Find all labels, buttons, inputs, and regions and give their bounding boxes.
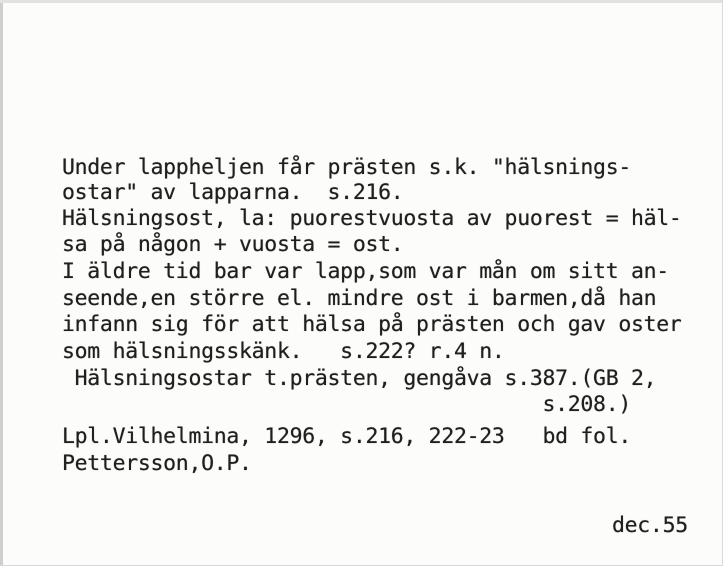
card-date: dec.55 bbox=[612, 513, 688, 538]
card-line-12: Pettersson,O.P. bbox=[62, 451, 252, 476]
card-line-6: seende,en större el. mindre ost i barmen,då han bbox=[62, 286, 657, 311]
card-line-2: ostar" av lapparna. s.216. bbox=[62, 180, 404, 205]
card-line-9: Hälsningsostar t.prästen, gengåva s.387.(GB 2, bbox=[62, 366, 657, 391]
card-line-8: som hälsningsskänk. s.222? r.4 n. bbox=[62, 339, 505, 364]
card-line-5: I äldre tid bar var lapp,som var mån om sitt an- bbox=[62, 259, 669, 284]
card-line-1: Under lappheljen får prästen s.k. "hälsnings- bbox=[62, 155, 631, 180]
card-line-11: Lpl.Vilhelmina, 1296, s.216, 222-23 bd fol. bbox=[62, 424, 631, 449]
card-line-10: s.208.) bbox=[62, 392, 631, 417]
card-line-7: infann sig för att hälsa på prästen och gav oster bbox=[62, 312, 682, 337]
card-line-3: Hälsningsost, la: puorestvuosta av puorest = häl- bbox=[62, 206, 682, 231]
card-line-4: sa på någon + vuosta = ost. bbox=[62, 232, 404, 257]
